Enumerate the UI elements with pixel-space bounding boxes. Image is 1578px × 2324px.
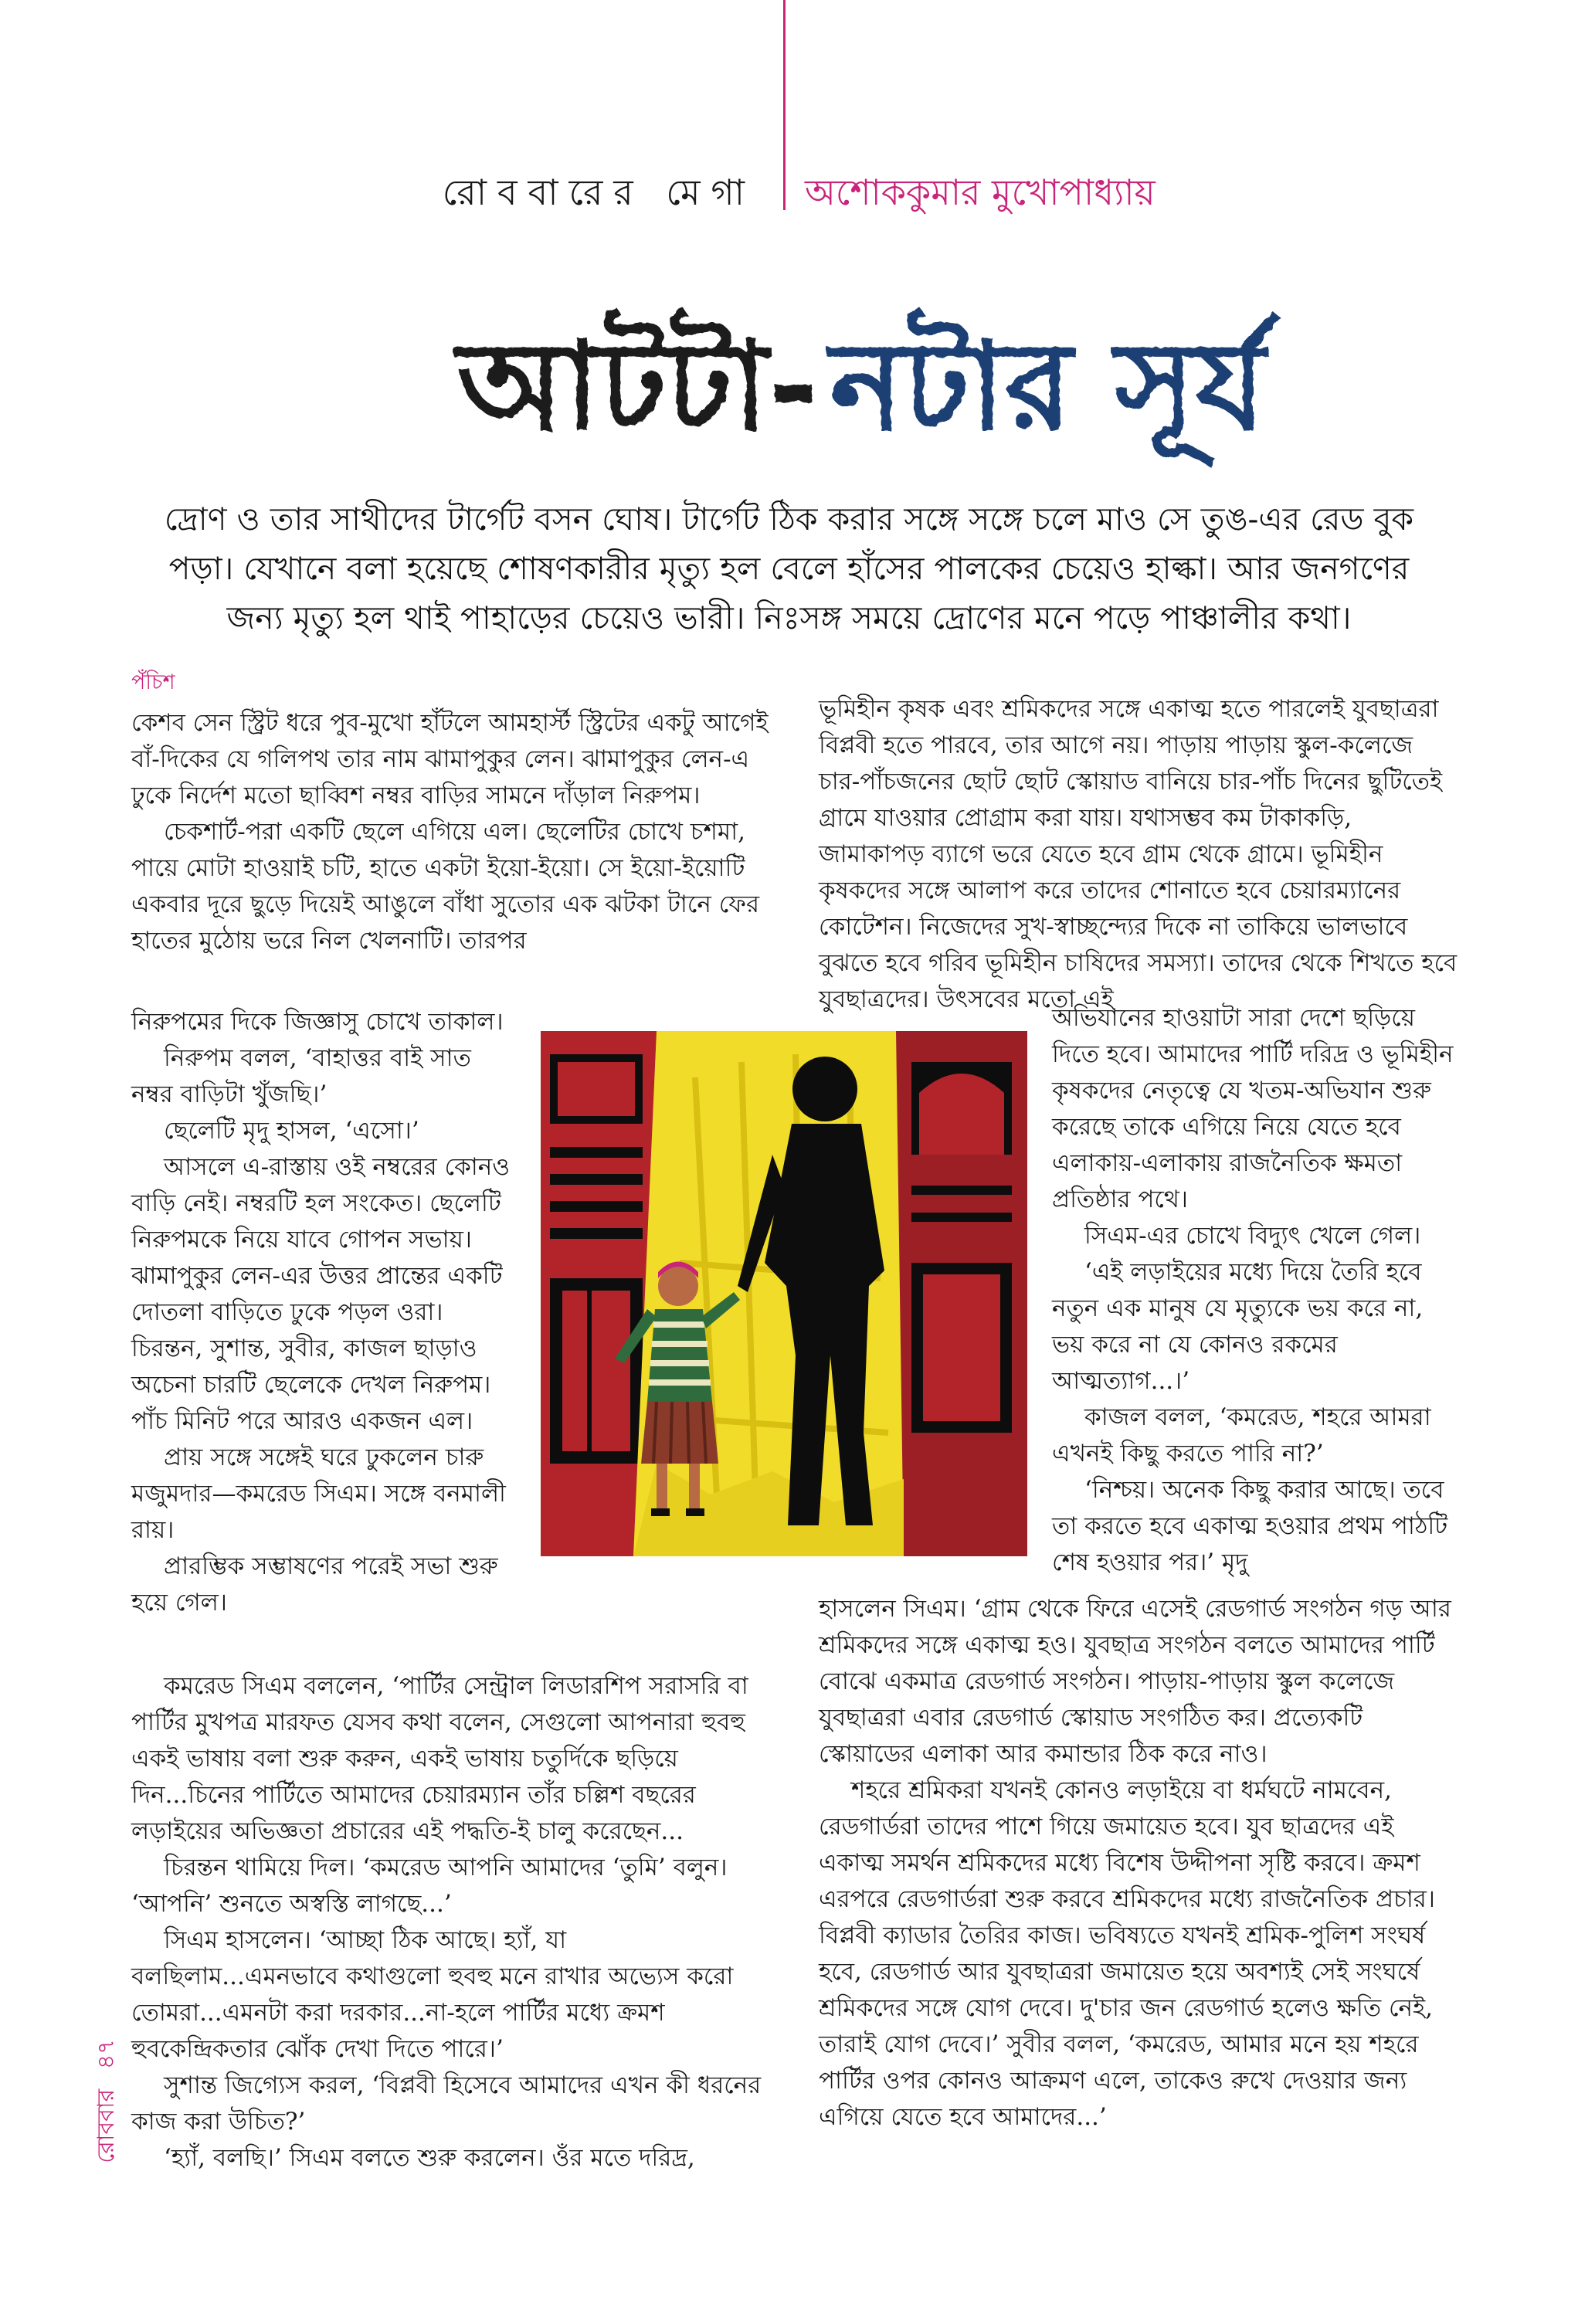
paragraph: কমরেড সিএম বললেন, ‘পার্টির সেন্ট্রাল লিডারশিপ সরাসরি বা পার্টির মুখপত্র মারফত যেসব কথা বলেন, সেগুলো আপনারা হুবহু একই ভাষায় বলা শুরু করুন, একই ভাষায় চতুর্দিকে ছড়িয়ে দিন...চিনের পার্টিতে আমাদের চেয়ারম্যান তাঁর চল্লিশ বছরের লড়াইয়ের অভিজ্ঞতা প্রচারের এই পদ্ধতি-ই চালু করেছেন... xyxy=(131,1672,748,1845)
paragraph: নিরুপমের দিকে জিজ্ঞাসু চোখে তাকাল। xyxy=(131,1008,504,1036)
series-label: রোববারের মেগা xyxy=(442,171,755,213)
paragraph: হাসলেন সিএম। ‘গ্রাম থেকে ফিরে এসেই রেডগার্ড সংগঠন গড় আর শ্রমিকদের সঙ্গে একাত্ম হও। যুবছাত্র সংগঠন বলতে আমাদের পার্টি বোঝে একমাত্র রেডগার্ড সংগঠন। পাড়ায়-পাড়ায় স্কুল কলেজে যুবছাত্ররা এবার রেডগার্ড স্কোয়াড সংগঠিত কর। প্রত্যেকটি স্কোয়াডের এলাকা আর কমান্ডার ঠিক করে নাও। xyxy=(819,1595,1451,1768)
paragraph: চেকশার্ট-পরা একটি ছেলে এগিয়ে এল। ছেলেটির চোখে চশমা, পায়ে মোটা হাওয়াই চটি, হাতে একটা ইয়ো-ইয়ো। সে ইয়ো-ইয়োটি একবার দূরে ছুড়ে দিয়েই আঙুলে বাঁধা সুতোর এক ঝটকা টানে ফের হাতের মুঠোয় ভরে নিল খেলনাটি। তারপর xyxy=(131,818,759,955)
story-title xyxy=(0,290,1578,483)
right-column-top xyxy=(819,691,1460,1018)
author-name: অশোককুমার মুখোপাধ্যায় xyxy=(805,171,1156,213)
page-folio xyxy=(83,2000,130,2201)
right-column-middle xyxy=(1052,1000,1461,1581)
paragraph: ‘এই লড়াইয়ের মধ্যে দিয়ে তৈরি হবে নতুন এক মানুষ যে মৃত্যুকে ভয় করে না, ভয় করে না যে কোনও রকমের আত্মত্যাগ...।’ xyxy=(1052,1258,1424,1395)
paragraph: নিরুপম বলল, ‘বাহাত্তর বাই সাত নম্বর বাড়িটা খুঁজছি।’ xyxy=(131,1044,471,1108)
intro-blurb: দ্রোণ ও তার সাথীদের টার্গেট বসন ঘোষ। টার্গেট ঠিক করার সঙ্গে সঙ্গে চলে মাও সে তুঙ-এর রেড বুক পড়া। যেখানে বলা হয়েছে শোষণকারীর মৃত্যু হল বেলে হাঁসের পালকের চেয়েও হাল্কা। আর জনগণের জন্য মৃত্যু হল থাই পাহাড়ের চেয়েও ভারী। নিঃসঙ্গ সময়ে দ্রোণের মনে পড়ে পাঞ্চালীর কথা। xyxy=(164,500,1414,636)
story-illustration xyxy=(541,1031,1027,1556)
paragraph: কাজল বলল, ‘কমরেড, শহরে আমরা এখনই কিছু করতে পারি না?’ xyxy=(1052,1403,1431,1467)
paragraph: আসলে এ-রাস্তায় ওই নম্বরের কোনও বাড়ি নেই। নম্বরটি হল সংকেত। ছেলেটি নিরুপমকে নিয়ে যাবে গোপন সভায়। ঝামাপুকুর লেন-এর উত্তর প্রান্তের একটি দোতলা বাড়িতে ঢুকে পড়ল ওরা। চিরন্তন, সুশান্ত, সুবীর, কাজল ছাড়াও অচেনা চারটি ছেলেকে দেখল নিরুপম। পাঁচ মিনিট পরে আরও একজন এল। xyxy=(131,1153,511,1435)
left-column-middle xyxy=(131,1004,518,1621)
paragraph: প্রারম্ভিক সম্ভাষণের পরেই সভা শুরু হয়ে গেল। xyxy=(131,1552,498,1617)
paragraph: শহরে শ্রমিকরা যখনই কোনও লড়াইয়ে বা ধর্মঘটে নামবেন, রেডগার্ডরা তাদের পাশে গিয়ে জমায়েত হবে। যুব ছাত্রদের এই একাত্ম সমর্থন শ্রমিকদের মধ্যে বিশেষ উদ্দীপনা সৃষ্টি করবে। ক্রমশ এরপরে রেডগার্ডরা শুরু করবে শ্রমিকদের মধ্যে রাজনৈতিক প্রচার। বিপ্লবী ক্যাডার তৈরির কাজ। ভবিষ্যতে যখনই শ্রমিক-পুলিশ সংঘর্ষ হবে, রেডগার্ড আর যুবছাত্ররা জমায়েত হয়ে অবশ্যই সেই সংঘর্ষে শ্রমিকদের সঙ্গে যোগ দেবে। দু'চার জন রেডগার্ড হলেও ক্ষতি নেই, তারাই যোগ দেবে।’ সুবীর বলল, ‘কমরেড, আমার মনে হয় শহরে পার্টির ওপর কোনও আক্রমণ এলে, তাকেও রুখে দেওয়ার জন্য এগিয়ে যেতে হবে আমাদের...’ xyxy=(819,1776,1435,2131)
page-number: ৪৭ xyxy=(92,2038,120,2069)
title-part-2: নটার সূর্য xyxy=(830,316,1266,458)
paragraph: কেশব সেন স্ট্রিট ধরে পুব-মুখো হাঁটলে আমহার্স্ট স্ট্রিটের একটু আগেই বাঁ-দিকের যে গলিপথ তার নাম ঝামাপুকুর লেন। ঝামাপুকুর লেন-এ ঢুকে নির্দেশ মতো ছাব্বিশ নম্বর বাড়ির সামনে দাঁড়াল নিরুপম। xyxy=(131,709,769,809)
left-column-bottom xyxy=(131,1668,772,2176)
left-column-top xyxy=(131,664,772,959)
paragraph: সিএম হাসলেন। ‘আচ্ছা ঠিক আছে। হ্যাঁ, যা বলছিলাম...এমনভাবে কথাগুলো হুবহু মনে রাখার অভ্যেস করো তোমরা...এমনটা করা দরকার...না-হলে পার্টির মধ্যে ক্রমশ হুবকেন্দ্রিকতার ঝোঁক দেখা দিতে পারে।’ xyxy=(131,1926,734,2063)
section-number: পঁচিশ xyxy=(131,670,175,694)
paragraph: ‘নিশ্চয়। অনেক কিছু করার আছে। তবে তা করতে হবে একাত্ম হওয়ার প্রথম পাঠটি শেষ হওয়ার পর।’ মৃদু xyxy=(1052,1476,1448,1576)
title-part-1: আটটা- xyxy=(457,316,819,458)
paragraph: চিরন্তন থামিয়ে দিল। ‘কমরেড আপনি আমাদের ‘তুমি’ বলুন। ‘আপনি’ শুনতে অস্বস্তি লাগছে...’ xyxy=(131,1854,728,1918)
paragraph: অভিযানের হাওয়াটা সারা দেশে ছড়িয়ে দিতে হবে। আমাদের পার্টি দরিদ্র ও ভূমিহীন কৃষকদের নেতৃত্বে যে খতম-অভিযান শুরু করেছে তাকে এগিয়ে নিয়ে যেতে হবে এলাকায়-এলাকায় রাজনৈতিক ক্ষমতা প্রতিষ্ঠার পথে। xyxy=(1052,1004,1454,1213)
paragraph: ভূমিহীন কৃষক এবং শ্রমিকদের সঙ্গে একাত্ম হতে পারলেই যুবছাত্ররা বিপ্লবী হতে পারবে, তার আগে নয়। পাড়ায় পাড়ায় স্কুল-কলেজে চার-পাঁচজনের ছোট ছোট স্কোয়াড বানিয়ে চার-পাঁচ দিনের ছুটিতেই গ্রামে যাওয়ার প্রোগ্রাম করা যায়। যথাসম্ভব কম টাকাকড়ি, জামাকাপড় ব্যাগে ভরে যেতে হবে গ্রাম থেকে গ্রামে। ভূমিহীন কৃষকদের সঙ্গে আলাপ করে তাদের শোনাতে হবে চেয়ারম্যানের কোটেশন। নিজেদের সুখ-স্বাচ্ছন্দ্যের দিকে না তাকিয়ে ভালভাবে বুঝতে হবে গরিব ভূমিহীন চাষিদের সমস্যা। তাদের থেকে শিখতে হবে যুবছাত্রদের। উৎসবের মতো এই xyxy=(819,695,1458,1013)
paragraph: প্রায় সঙ্গে সঙ্গেই ঘরে ঢুকলেন চারু মজুমদার—কমরেড সিএম। সঙ্গে বনমালী রায়। xyxy=(131,1444,506,1544)
paragraph: সুশান্ত জিগ্যেস করল, ‘বিপ্লবী হিসেবে আমাদের এখন কী ধরনের কাজ করা উচিত?’ xyxy=(131,2071,762,2136)
paragraph: ‘হ্যাঁ, বলছি।’ সিএম বলতে শুরু করলেন। ওঁর মতে দরিদ্র, xyxy=(164,2144,695,2172)
right-column-bottom xyxy=(819,1591,1460,2136)
paragraph: ছেলেটি মৃদু হাসল, ‘এসো।’ xyxy=(164,1117,419,1145)
paragraph: সিএম-এর চোখে বিদ্যুৎ খেলে গেল। xyxy=(1084,1222,1421,1250)
header-divider xyxy=(783,0,786,210)
publication-name: রোববার xyxy=(92,2088,120,2163)
